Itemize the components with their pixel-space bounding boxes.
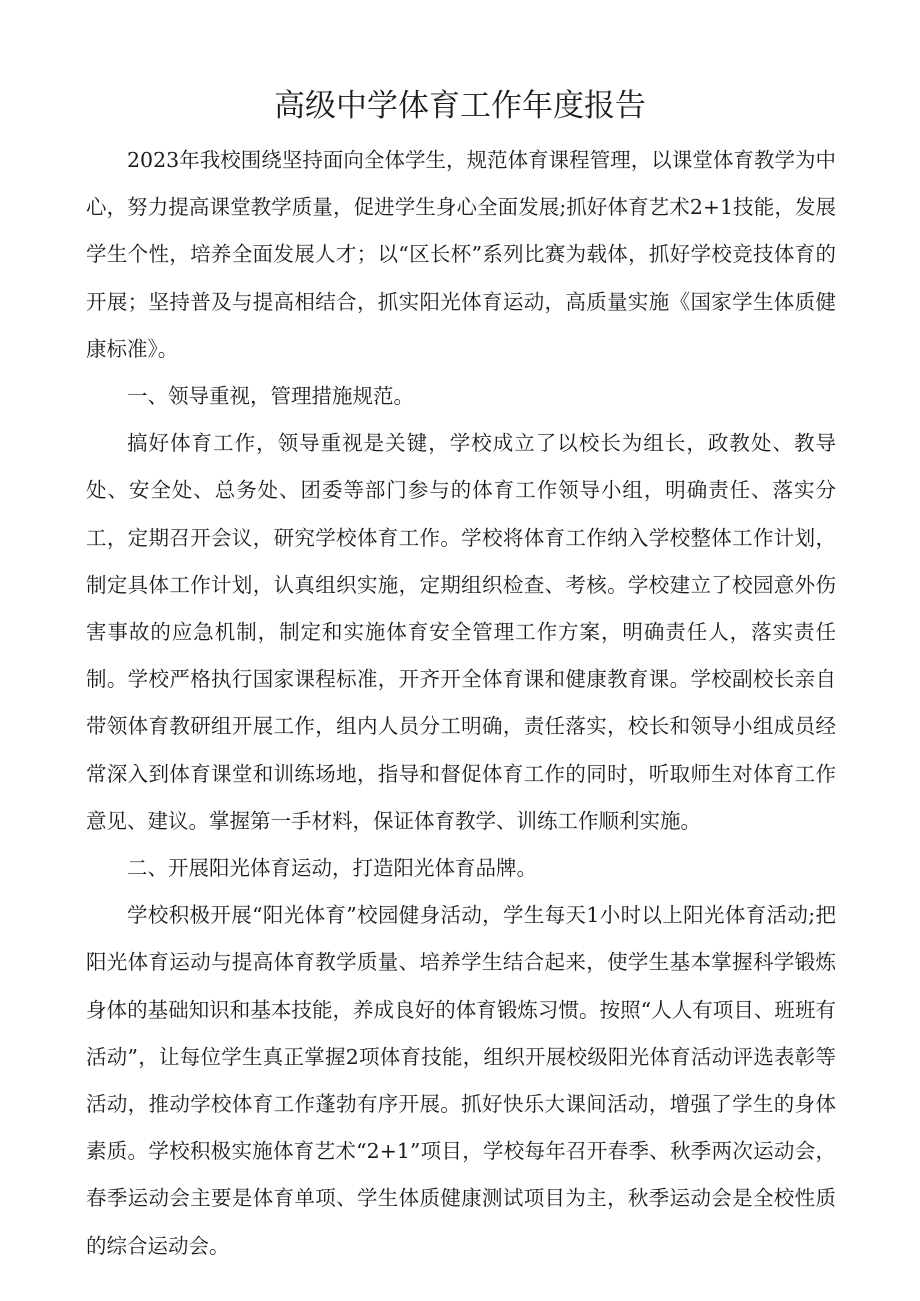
intro-paragraph: 2023年我校围绕坚持面向全体学生，规范体育课程管理，以课堂体育教学为中心，努力提高课堂教学质量，促进学生身心全面发展;抓好体育艺术2+1技能，发展学生个性，培养全面发展人才；以“区长杯”系列比赛为载体，抓好学校竞技体育的开展；坚持普及与提高相结合，抓实阳光体育运动，高质量实施《国家学生体质健康标准》。 [86,148,836,361]
document-title: 高级中学体育工作年度报告 [274,88,646,124]
document-body [86,137,836,1270]
section-heading-leadership: 一、领导重视，管理措施规范。 [127,384,414,409]
section-heading-sunshine-sports: 二、开展阳光体育运动，打造阳光体育品牌。 [127,856,537,881]
sunshine-sports-paragraph: 学校积极开展“阳光体育”校园健身活动，学生每天1小时以上阳光体育活动;把阳光体育运动与提高体育教学质量、培养学生结合起来，使学生基本掌握科学锻炼身体的基础知识和基本技能，养成良好的体育锻炼习惯。按照“人人有项目、班班有活动”，让每位学生真正掌握2项体育技能，组织开展校级阳光体育活动评选表彰等活动，推动学校体育工作蓬勃有序开展。抓好快乐大课间活动，增强了学生的身体素质。学校积极实施体育艺术“2+1”项目，学校每年召开春季、秋季两次运动会，春季运动会主要是体育单项、学生体质健康测试项目为主，秋季运动会是全校性质的综合运动会。 [86,903,836,1258]
leadership-paragraph: 搞好体育工作，领导重视是关键，学校成立了以校长为组长，政教处、教导处、安全处、总务处、团委等部门参与的体育工作领导小组，明确责任、落实分工，定期召开会议，研究学校体育工作。学校将体育工作纳入学校整体工作计划，制定具体工作计划，认真组织实施，定期组织检查、考核。学校建立了校园意外伤害事故的应急机制，制定和实施体育安全管理工作方案，明确责任人，落实责任制。学校严格执行国家课程标准，开齐开全体育课和健康教育课。学校副校长亲自带领体育教研组开展工作，组内人员分工明确，责任落实，校长和领导小组成员经常深入到体育课堂和训练场地，指导和督促体育工作的同时，听取师生对体育工作意见、建议。掌握第一手材料，保证体育教学、训练工作顺利实施。 [86,431,836,833]
